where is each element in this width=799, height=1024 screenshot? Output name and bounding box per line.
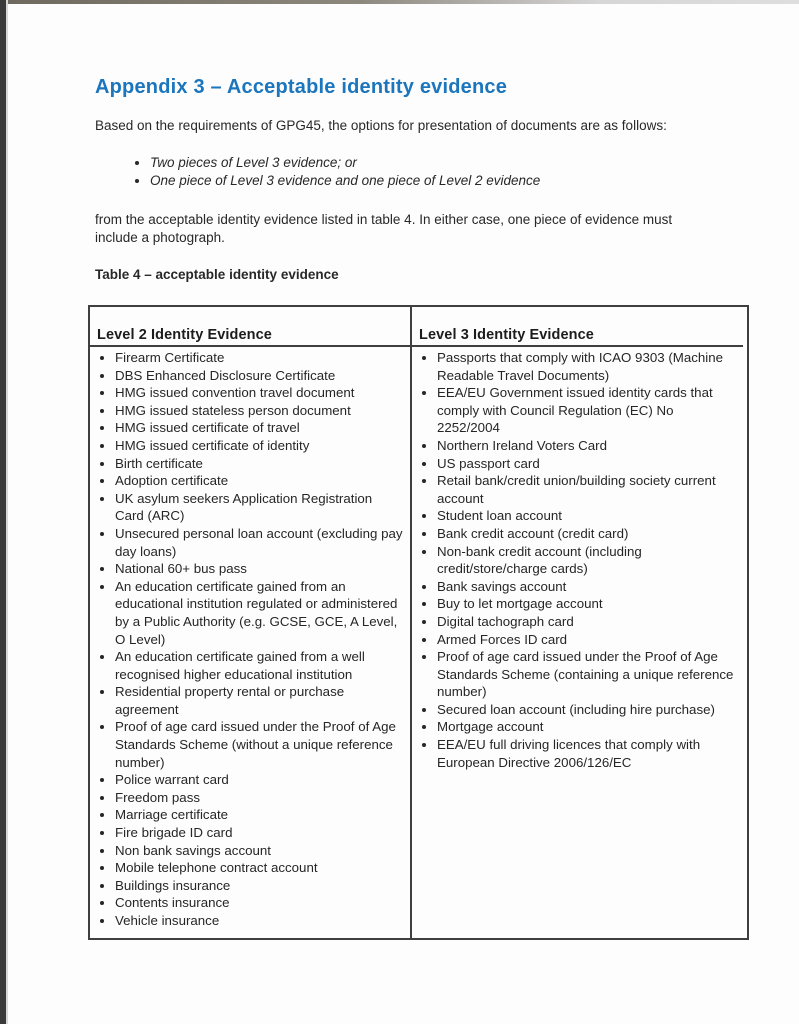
level2-column-header: Level 2 Identity Evidence (90, 307, 412, 347)
level2-item: • Unsecured personal loan account (excluding pay day loans) (115, 525, 404, 560)
level2-item: • DBS Enhanced Disclosure Certificate (115, 367, 404, 385)
evidence-option: • One piece of Level 3 evidence and one piece of Level 2 evidence (150, 172, 755, 190)
level3-item: • Passports that comply with ICAO 9303 (Machine Readable Travel Documents) (437, 349, 737, 384)
level2-item: • Police warrant card (115, 771, 404, 789)
level2-item: • Fire brigade ID card (115, 824, 404, 842)
level3-item: • Student loan account (437, 507, 737, 525)
page-title: Appendix 3 – Acceptable identity evidence (95, 76, 508, 98)
scan-edge-left (0, 0, 6, 1024)
scan-edge-top (0, 0, 799, 4)
level2-items-list (96, 349, 404, 930)
level2-item: • Contents insurance (115, 894, 404, 912)
level2-item: • HMG issued stateless person document (115, 402, 404, 420)
level2-item: • Residential property rental or purchase agreement (115, 683, 404, 718)
level3-item: • EEA/EU full driving licences that comply with European Directive 2006/126/EC (437, 736, 737, 771)
level2-item: • Adoption certificate (115, 472, 404, 490)
level3-item: • Bank savings account (437, 578, 737, 596)
level2-item: • Freedom pass (115, 789, 404, 807)
level3-item: • Secured loan account (including hire purchase) (437, 701, 737, 719)
level2-item: • HMG issued convention travel document (115, 384, 404, 402)
level2-item: • Mobile telephone contract account (115, 859, 404, 877)
level2-item: • An education certificate gained from a well recognised higher educational institution (115, 648, 404, 683)
level3-cell (412, 347, 743, 938)
continuation-paragraph: from the acceptable identity evidence listed in table 4. In either case, one piece of evidence must include a photograph. (95, 212, 673, 245)
table-caption: Table 4 – acceptable identity evidence (95, 267, 339, 282)
level2-item: • HMG issued certificate of travel (115, 419, 404, 437)
level2-cell (90, 347, 412, 938)
level3-item: • EEA/EU Government issued identity cards that comply with Council Regulation (EC) No 2252/2004 (437, 384, 737, 437)
evidence-option: • Two pieces of Level 3 evidence; or (150, 154, 755, 172)
level3-item: • US passport card (437, 455, 737, 473)
level3-item: • Northern Ireland Voters Card (437, 437, 737, 455)
level3-item: • Retail bank/credit union/building society current account (437, 472, 737, 507)
level2-item: • Firearm Certificate (115, 349, 404, 367)
level2-item: • Birth certificate (115, 455, 404, 473)
level3-item: • Mortgage account (437, 718, 737, 736)
evidence-table (88, 305, 749, 940)
level2-item: • Marriage certificate (115, 806, 404, 824)
level2-item: • Vehicle insurance (115, 912, 404, 930)
level3-item: • Bank credit account (credit card) (437, 525, 737, 543)
intro-paragraph: Based on the requirements of GPG45, the options for presentation of documents are as follows: (95, 118, 667, 133)
level2-item: • An education certificate gained from an educational institution regulated or administered by a Public Authority (e.g. GCSE, GCE, A Level, O Level) (115, 578, 404, 648)
level2-item: • National 60+ bus pass (115, 560, 404, 578)
level3-item: • Armed Forces ID card (437, 631, 737, 649)
evidence-options-list (95, 154, 755, 190)
level3-items-list (418, 349, 737, 771)
level3-item: • Buy to let mortgage account (437, 595, 737, 613)
level2-item: • HMG issued certificate of identity (115, 437, 404, 455)
level2-item: • Proof of age card issued under the Proof of Age Standards Scheme (without a unique reference number) (115, 718, 404, 771)
page-content (95, 75, 755, 940)
level3-column-header: Level 3 Identity Evidence (412, 307, 743, 347)
level3-item: • Non-bank credit account (including credit/store/charge cards) (437, 543, 737, 578)
level2-item: • UK asylum seekers Application Registration Card (ARC) (115, 490, 404, 525)
level3-item: • Proof of age card issued under the Proof of Age Standards Scheme (containing a unique reference number) (437, 648, 737, 701)
level3-item: • Digital tachograph card (437, 613, 737, 631)
level2-item: • Buildings insurance (115, 877, 404, 895)
level2-item: • Non bank savings account (115, 842, 404, 860)
